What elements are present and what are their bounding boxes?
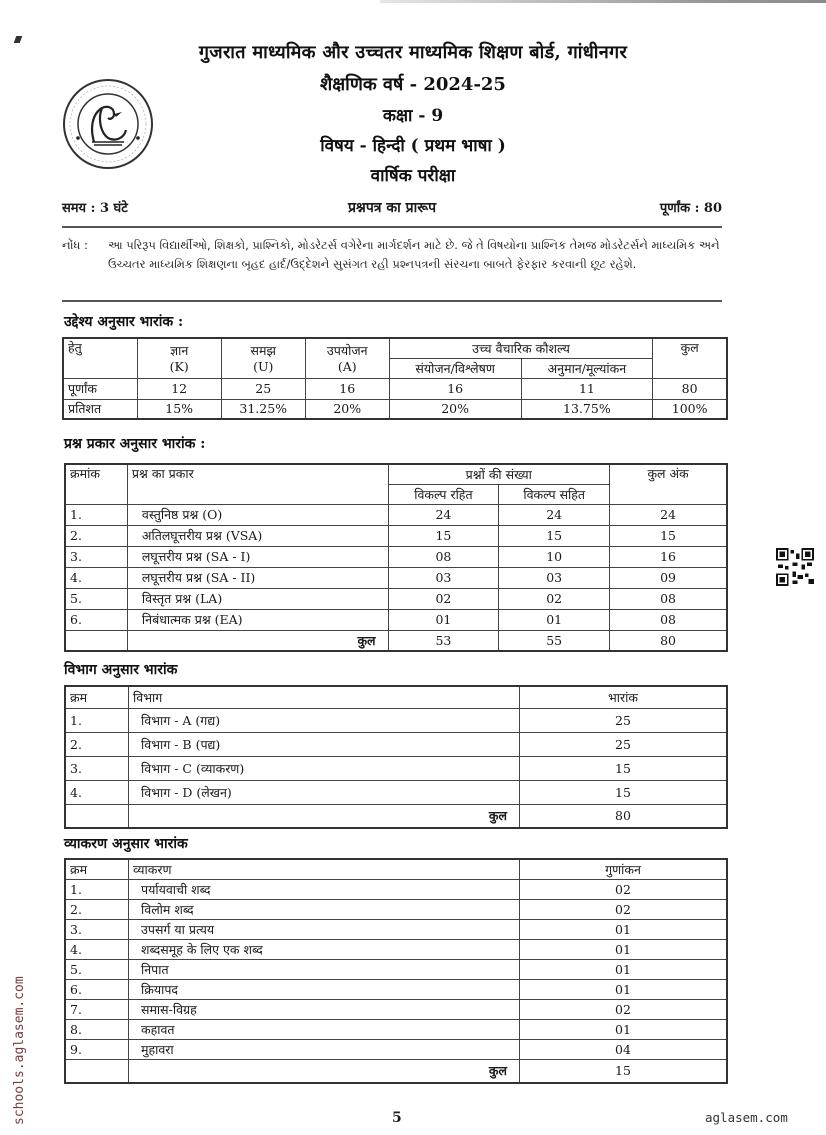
table-cell: कुल	[129, 1059, 520, 1083]
table-cell: 1.	[65, 708, 129, 732]
objective-table-title: उद्देश्य अनुसार भारांक :	[64, 314, 184, 330]
table-cell: 9.	[65, 1039, 129, 1059]
table-cell: 02	[520, 879, 728, 899]
header-higher-order: उच्च वैचारिक कौशल्य	[389, 338, 653, 358]
table-cell: 02	[520, 999, 728, 1019]
table-cell: 03	[388, 567, 499, 588]
table-row	[65, 979, 727, 999]
table-cell: 20%	[305, 399, 389, 419]
note-text: આ પરિરૂપ વિદ્યાર્થીઓ, શિક્ષકો, પ્રાશ્નિકો, મોડરેટર્સ વગેરેના માર્ગદર્શન માટે છે. જે તે વિષયોના પ્રાશ્નિક તેમજ મોડરેટર્સને માધ્યમિક અને ઉચ્ચતર માધ્યમિક શિક્ષણના બૃહદ હાર્દ/ઉદ્દેશને સુસંગત રહી પ્રશ્નપત્રની સંરચના બાબતે ફેરફાર કરવાની છૂટ રહેશે.	[108, 238, 720, 271]
table-cell: विभाग - C (व्याकरण)	[129, 756, 520, 780]
table-cell: 02	[520, 899, 728, 919]
header-synthesis: संयोजन/विश्लेषण	[389, 358, 521, 378]
table-cell: विलोम शब्द	[129, 899, 520, 919]
table-cell: 80	[610, 630, 727, 651]
table-row	[65, 1039, 727, 1059]
header-knowledge: ज्ञान (K)	[137, 338, 221, 378]
table-cell: 04	[520, 1039, 728, 1059]
table-row	[65, 756, 727, 780]
grammar-weightage-table	[64, 858, 728, 1084]
header-section: विभाग	[129, 686, 520, 708]
header-count: प्रश्नों की संख्या	[388, 464, 610, 484]
board-name: गुजरात माध्यमिक और उच्चतर माध्यमिक शिक्षण बोर्ड, गांधीनगर	[198, 42, 628, 63]
table-cell: 25	[520, 708, 728, 732]
table-cell: 15%	[137, 399, 221, 419]
section-weightage-table	[64, 685, 728, 829]
table-cell: 3.	[65, 756, 129, 780]
table-cell: 80	[653, 378, 727, 399]
table-row	[65, 708, 727, 732]
question-type-table-title: प्रश्न प्रकार अनुसार भारांक :	[64, 436, 206, 452]
table-row	[65, 546, 727, 567]
subject-label: विषय - हिन्दी ( प्रथम भाषा )	[320, 136, 506, 156]
divider	[62, 300, 722, 302]
footer-watermark: aglasem.com	[705, 1110, 788, 1125]
top-scan-edge	[380, 0, 826, 3]
table-cell: 53	[388, 630, 499, 651]
table-cell: 11	[521, 378, 653, 399]
table-cell: वस्तुनिष्ठ प्रश्न (O)	[127, 504, 388, 525]
table-cell: विस्तृत प्रश्न (LA)	[127, 588, 388, 609]
header-sr: क्रम	[65, 859, 129, 879]
table-cell: 100%	[653, 399, 727, 419]
table-cell: 31.25%	[221, 399, 305, 419]
table-cell: विभाग - D (लेखन)	[129, 780, 520, 804]
table-cell: 25	[520, 732, 728, 756]
table-cell: प्रतिशत	[63, 399, 137, 419]
table-cell: 24	[499, 504, 610, 525]
table-cell: 2.	[65, 899, 129, 919]
table-row	[65, 732, 727, 756]
table-total-row	[65, 630, 727, 651]
table-cell: 2.	[65, 732, 129, 756]
table-cell: 7.	[65, 999, 129, 1019]
table-cell: 55	[499, 630, 610, 651]
total-marks-label: पूर्णांक : 80	[659, 201, 722, 216]
table-row	[65, 567, 727, 588]
class-label: कक्षा - 9	[382, 106, 444, 126]
header-without-option: विकल्प रहित	[388, 484, 499, 504]
table-cell: 24	[610, 504, 727, 525]
table-cell: 5.	[65, 588, 127, 609]
header-total: कुल अंक	[610, 464, 727, 504]
table-cell: 1.	[65, 879, 129, 899]
grammar-table-title: व्याकरण अनुसार भारांक	[64, 836, 188, 852]
table-cell: 4.	[65, 780, 129, 804]
table-cell: 01	[388, 609, 499, 630]
table-cell: शब्दसमूह के लिए एक शब्द	[129, 939, 520, 959]
header-sr: क्रमांक	[65, 464, 127, 504]
table-cell: 6.	[65, 609, 127, 630]
table-row	[65, 525, 727, 546]
page-number: 5	[392, 1110, 402, 1126]
table-cell: कुल	[129, 804, 520, 828]
objective-weightage-table	[62, 337, 728, 420]
table-cell: 6.	[65, 979, 129, 999]
header-understanding: समझ (U)	[221, 338, 305, 378]
table-cell: 8.	[65, 1019, 129, 1039]
table-cell: 15	[520, 756, 728, 780]
table-cell	[65, 1059, 129, 1083]
header-evaluation: अनुमान/मूल्यांकन	[521, 358, 653, 378]
header-type: प्रश्न का प्रकार	[127, 464, 388, 504]
side-watermark: schools.aglasem.com	[12, 976, 27, 1125]
table-cell: लघूत्तरीय प्रश्न (SA - I)	[127, 546, 388, 567]
table-cell: निबंधात्मक प्रश्न (EA)	[127, 609, 388, 630]
table-cell: 03	[499, 567, 610, 588]
table-cell: मुहावरा	[129, 1039, 520, 1059]
table-cell: 15	[520, 1059, 728, 1083]
table-cell: 01	[520, 959, 728, 979]
table-cell: विभाग - B (पद्य)	[129, 732, 520, 756]
exam-label: वार्षिक परीक्षा	[370, 166, 456, 186]
header-sr: क्रम	[65, 686, 129, 708]
table-cell: 2.	[65, 525, 127, 546]
table-cell: 10	[499, 546, 610, 567]
table-cell	[65, 630, 127, 651]
table-cell: समास-विग्रह	[129, 999, 520, 1019]
table-cell: 09	[610, 567, 727, 588]
table-cell: 15	[388, 525, 499, 546]
table-row	[65, 919, 727, 939]
table-cell: 1.	[65, 504, 127, 525]
table-cell: 12	[137, 378, 221, 399]
table-cell: लघूत्तरीय प्रश्न (SA - II)	[127, 567, 388, 588]
table-cell: 13.75%	[521, 399, 653, 419]
note-block	[62, 236, 724, 274]
table-cell: 15	[610, 525, 727, 546]
header-topic: व्याकरण	[129, 859, 520, 879]
table-cell: 01	[520, 979, 728, 999]
table-cell: 01	[520, 939, 728, 959]
table-cell: 01	[520, 919, 728, 939]
header-marks: गुणांकन	[520, 859, 728, 879]
table-cell: 4.	[65, 939, 129, 959]
header-marks: भारांक	[520, 686, 728, 708]
divider	[62, 226, 722, 228]
table-cell: निपात	[129, 959, 520, 979]
table-cell: 16	[389, 378, 521, 399]
table-cell	[65, 804, 129, 828]
table-row	[65, 899, 727, 919]
paper-meta-row	[62, 198, 722, 220]
table-cell: अतिलघूत्तरीय प्रश्न (VSA)	[127, 525, 388, 546]
header-total: कुल	[653, 338, 727, 378]
table-total-row	[65, 1059, 727, 1083]
note-label: નોંધ :	[62, 238, 88, 252]
question-type-table	[64, 463, 728, 652]
table-cell: 25	[221, 378, 305, 399]
table-cell: 3.	[65, 919, 129, 939]
table-cell: 4.	[65, 567, 127, 588]
table-cell: 08	[610, 588, 727, 609]
table-row	[65, 609, 727, 630]
table-cell: पूर्णांक	[63, 378, 137, 399]
table-cell: 08	[388, 546, 499, 567]
table-cell: कुल	[127, 630, 388, 651]
qr-code-icon	[776, 548, 814, 586]
table-row	[65, 780, 727, 804]
table-row	[65, 999, 727, 1019]
table-row	[63, 378, 727, 399]
table-cell: उपसर्ग या प्रत्यय	[129, 919, 520, 939]
table-cell: 02	[499, 588, 610, 609]
table-cell: 01	[499, 609, 610, 630]
table-cell: 3.	[65, 546, 127, 567]
table-cell: क्रियापद	[129, 979, 520, 999]
table-cell: 15	[520, 780, 728, 804]
table-cell: 5.	[65, 959, 129, 979]
table-cell: 16	[305, 378, 389, 399]
section-table-title: विभाग अनुसार भारांक	[64, 662, 178, 678]
table-cell: 08	[610, 609, 727, 630]
table-total-row	[65, 804, 727, 828]
table-cell: 01	[520, 1019, 728, 1039]
header-application: उपयोजन (A)	[305, 338, 389, 378]
time-label: समय : 3 घंटे	[62, 201, 128, 216]
table-row	[65, 504, 727, 525]
table-row	[63, 399, 727, 419]
header-hetu: हेतु	[63, 338, 137, 378]
table-row	[65, 939, 727, 959]
paper-title: प्रश्नपत्र का प्रारूप	[347, 200, 437, 216]
table-cell: 15	[499, 525, 610, 546]
table-row	[65, 1019, 727, 1039]
table-cell: पर्यायवाची शब्द	[129, 879, 520, 899]
table-cell: 80	[520, 804, 728, 828]
table-cell: 20%	[389, 399, 521, 419]
table-cell: 16	[610, 546, 727, 567]
table-cell: 02	[388, 588, 499, 609]
table-cell: विभाग - A (गद्य)	[129, 708, 520, 732]
table-cell: कहावत	[129, 1019, 520, 1039]
table-row	[65, 879, 727, 899]
table-row	[65, 959, 727, 979]
header-with-option: विकल्प सहित	[499, 484, 610, 504]
academic-year: शैक्षणिक वर्ष - 2024-25	[320, 74, 506, 95]
table-cell: 24	[388, 504, 499, 525]
table-row	[65, 588, 727, 609]
